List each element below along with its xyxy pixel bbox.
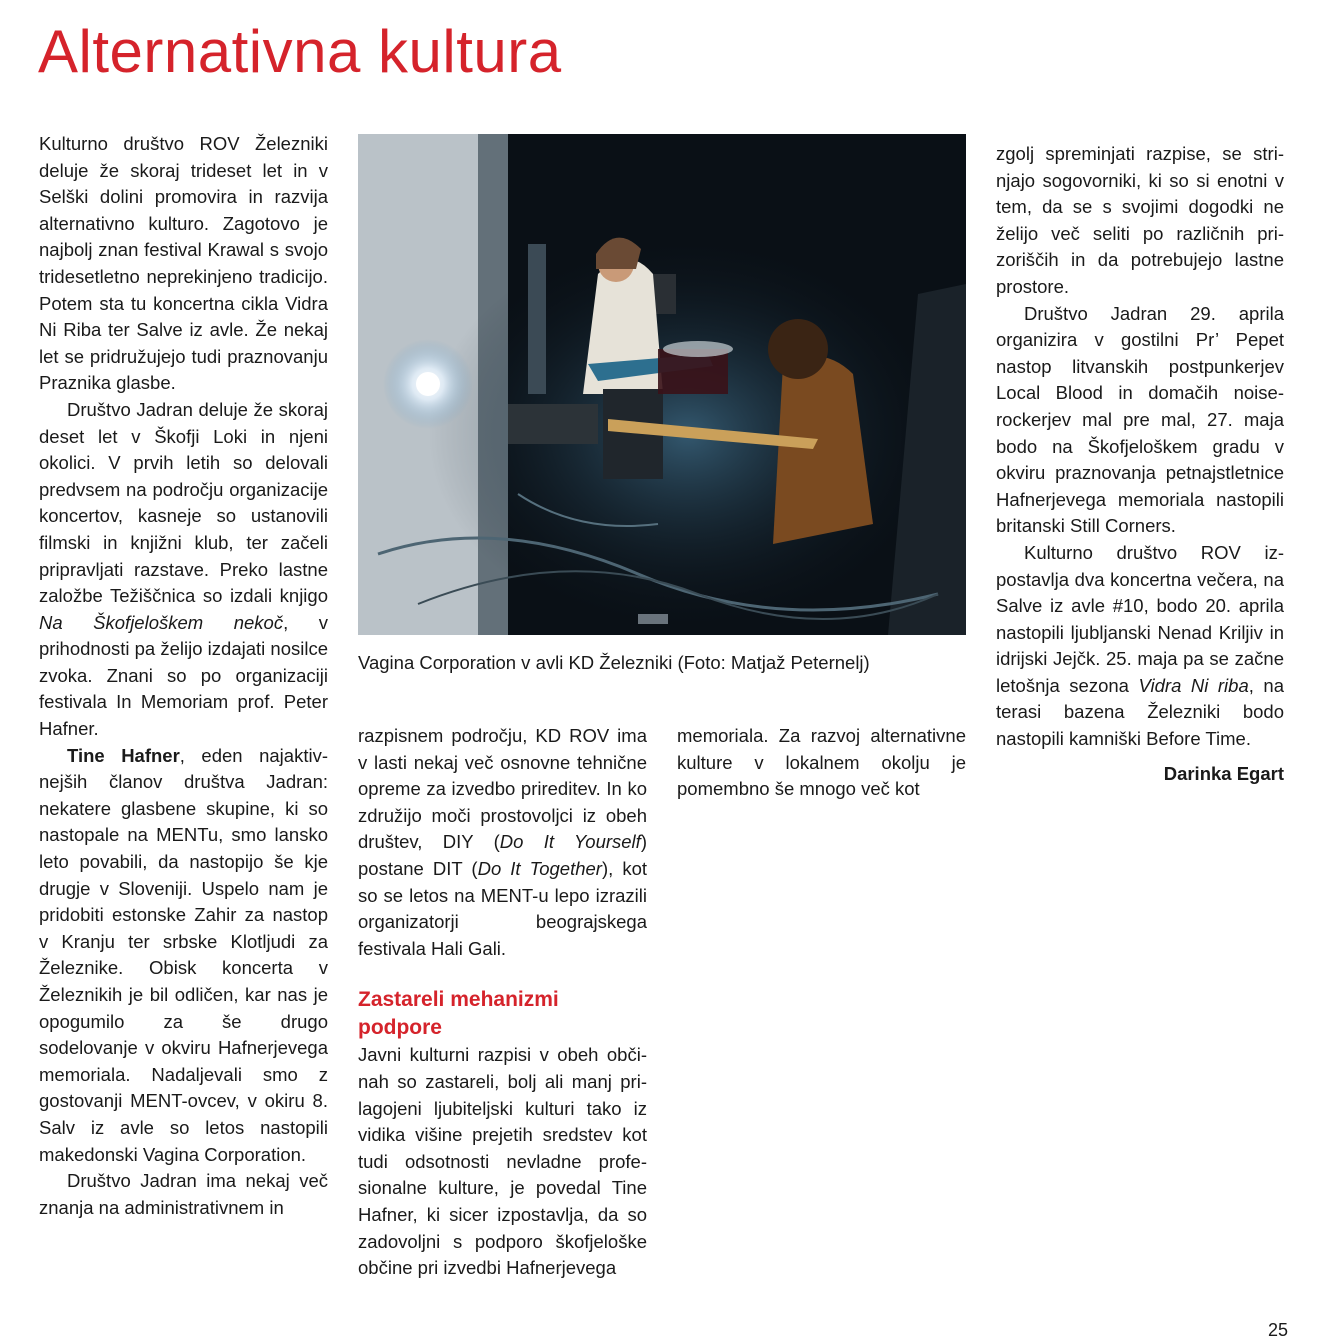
emphasis: Do It Yourself xyxy=(499,831,641,853)
text-run: razpisnem področju, KD ROV ima v lasti nekaj več osnovne tehnične opreme za izvedbo prireditev. In ko združijo moči prostovoljci iz obeh društev, DIY ( xyxy=(358,725,647,853)
paragraph xyxy=(39,743,328,1169)
text-run: , v prihodnosti pa želijo izdajati nosilce zvoka. Znani so po organizaciji festivala In Memoriam prof. Peter Hafner. xyxy=(39,611,328,740)
text-run: , eden najaktivnejših članov društva Jadran: nekatere glasbene skupine, ki so nastopale na MENTu, smo lansko leto povabili, da nastopijo še kje drugje v Sloveniji. Uspelo nam je pridobiti estonske Zahir za nastop v Kranju ter srbske Klotljudi za Železnike. Obisk koncerta v Železnikih je bil odličen, kar nas je opogumilo za še drugo sodelovanje v okviru Hafnerjevega memoriala. Nadaljevali smo z gostovanji MENT-ovcev, v okiru 8. Salv iz avle so letos nastopili makedonski Vagina Corporation. xyxy=(39,744,328,1165)
column-2 xyxy=(358,723,647,1287)
column-3 xyxy=(677,723,966,813)
column-4 xyxy=(996,141,1284,821)
author-byline: Darinka Egart xyxy=(1163,762,1284,784)
text-run: Društvo Jadran deluje že skoraj deset let v Škofji Loki in njeni okolici. V prvih letih so delovali predvsem na področju organizacije koncertov, kasneje so ustanovili filmski in knjižni klub, ter začeli pripravljati razstave. Preko lastne založbe Težiščnica so izdali knjigo xyxy=(39,398,328,607)
paragraph: memoriala. Za razvoj alternativne kulture v lokalnem okolju je pomembno še mnogo več kot xyxy=(677,725,966,800)
paragraph: Kulturno društvo ROV Železniki deluje že skoraj trideset let in v Selški dolini promovira in razvija alternativno kulturo. Zagotovo je najbolj znan festival Krawal s svojo tridesetletno neprekinjeno tradicijo. Potem sta tu koncertna cikla Vidra Ni Riba ter Salve iz avle. Že nekaj let se pridružujejo tudi praznovanju Praznika glasbe. xyxy=(39,133,328,394)
section-heading: Zastareli mehanizmi podpore xyxy=(358,988,559,1040)
article-title: Alternativna kultura xyxy=(38,18,562,85)
text-run: ), kot so se letos na MENT-u lepo izrazili organizatorji beograjskega festivala Hali Gali. xyxy=(358,857,647,959)
column-1 xyxy=(39,131,328,1287)
concert-photo xyxy=(358,134,966,635)
text-run: , na terasi bazena Železniki bodo nastopili kamniški Before Time. xyxy=(996,674,1284,750)
paragraph xyxy=(39,397,328,743)
book-title: Na Škofjeloškem nekoč xyxy=(39,611,284,633)
paragraph: zgolj spreminjati razpise, se strinjajo sogovorniki, ki so si enotni v tem, da se s svojimi dogodki ne želijo več seliti po različnih prizoriščih in da potrebujejo lastne prostore. xyxy=(996,143,1284,297)
paragraph: Javni kulturni razpisi v obeh občinah so zastareli, bolj ali manj prilagojeni ljubiteljski kulturi tako iz vidika višine prejetih sredstev kot tudi odsotnosti nevladne profesionalne kulture, je povedal Tine Hafner, ki sicer izpostavlja, da so zadovoljni s podporo škofjeloške občine pri izvedbi Hafnerjevega xyxy=(358,1044,647,1279)
speaker-name: Tine Hafner xyxy=(67,744,180,766)
page-number: 25 xyxy=(1267,1320,1288,1340)
text-run: ) postane DIT ( xyxy=(358,831,647,879)
series-title: Vidra Ni riba xyxy=(1138,674,1249,696)
paragraph xyxy=(358,723,647,962)
photo-caption: Vagina Corporation v avli KD Železniki (Foto: Matjaž Peternelj) xyxy=(358,652,870,673)
paragraph: Društvo Jadran 29. aprila organizira v gostilni Pr’ Pepet nastop litvanskih postpunkerjev Local Blood in domačih noise-rockerjev mal pre mal, 27. maja bodo na Škofjeloškem gradu v okviru praznovanja petnajstletnice Hafnerjevega memoriala nastopili britanski Still Corners. xyxy=(996,302,1284,537)
paragraph xyxy=(996,540,1284,753)
paragraph: Društvo Jadran ima nekaj več znanja na administrativnem in xyxy=(39,1170,328,1218)
text-run: Kulturno društvo ROV izpostavlja dva koncertna večera, na Salve iz avle #10, bodo 20. aprila nastopili ljubljanski Nenad Kriljiv in idrijski Jejčk. 25. maja pa se začne letošnja sezona xyxy=(996,541,1284,696)
concert-photo-illustration xyxy=(358,134,966,635)
emphasis: Do It Together xyxy=(477,857,602,879)
